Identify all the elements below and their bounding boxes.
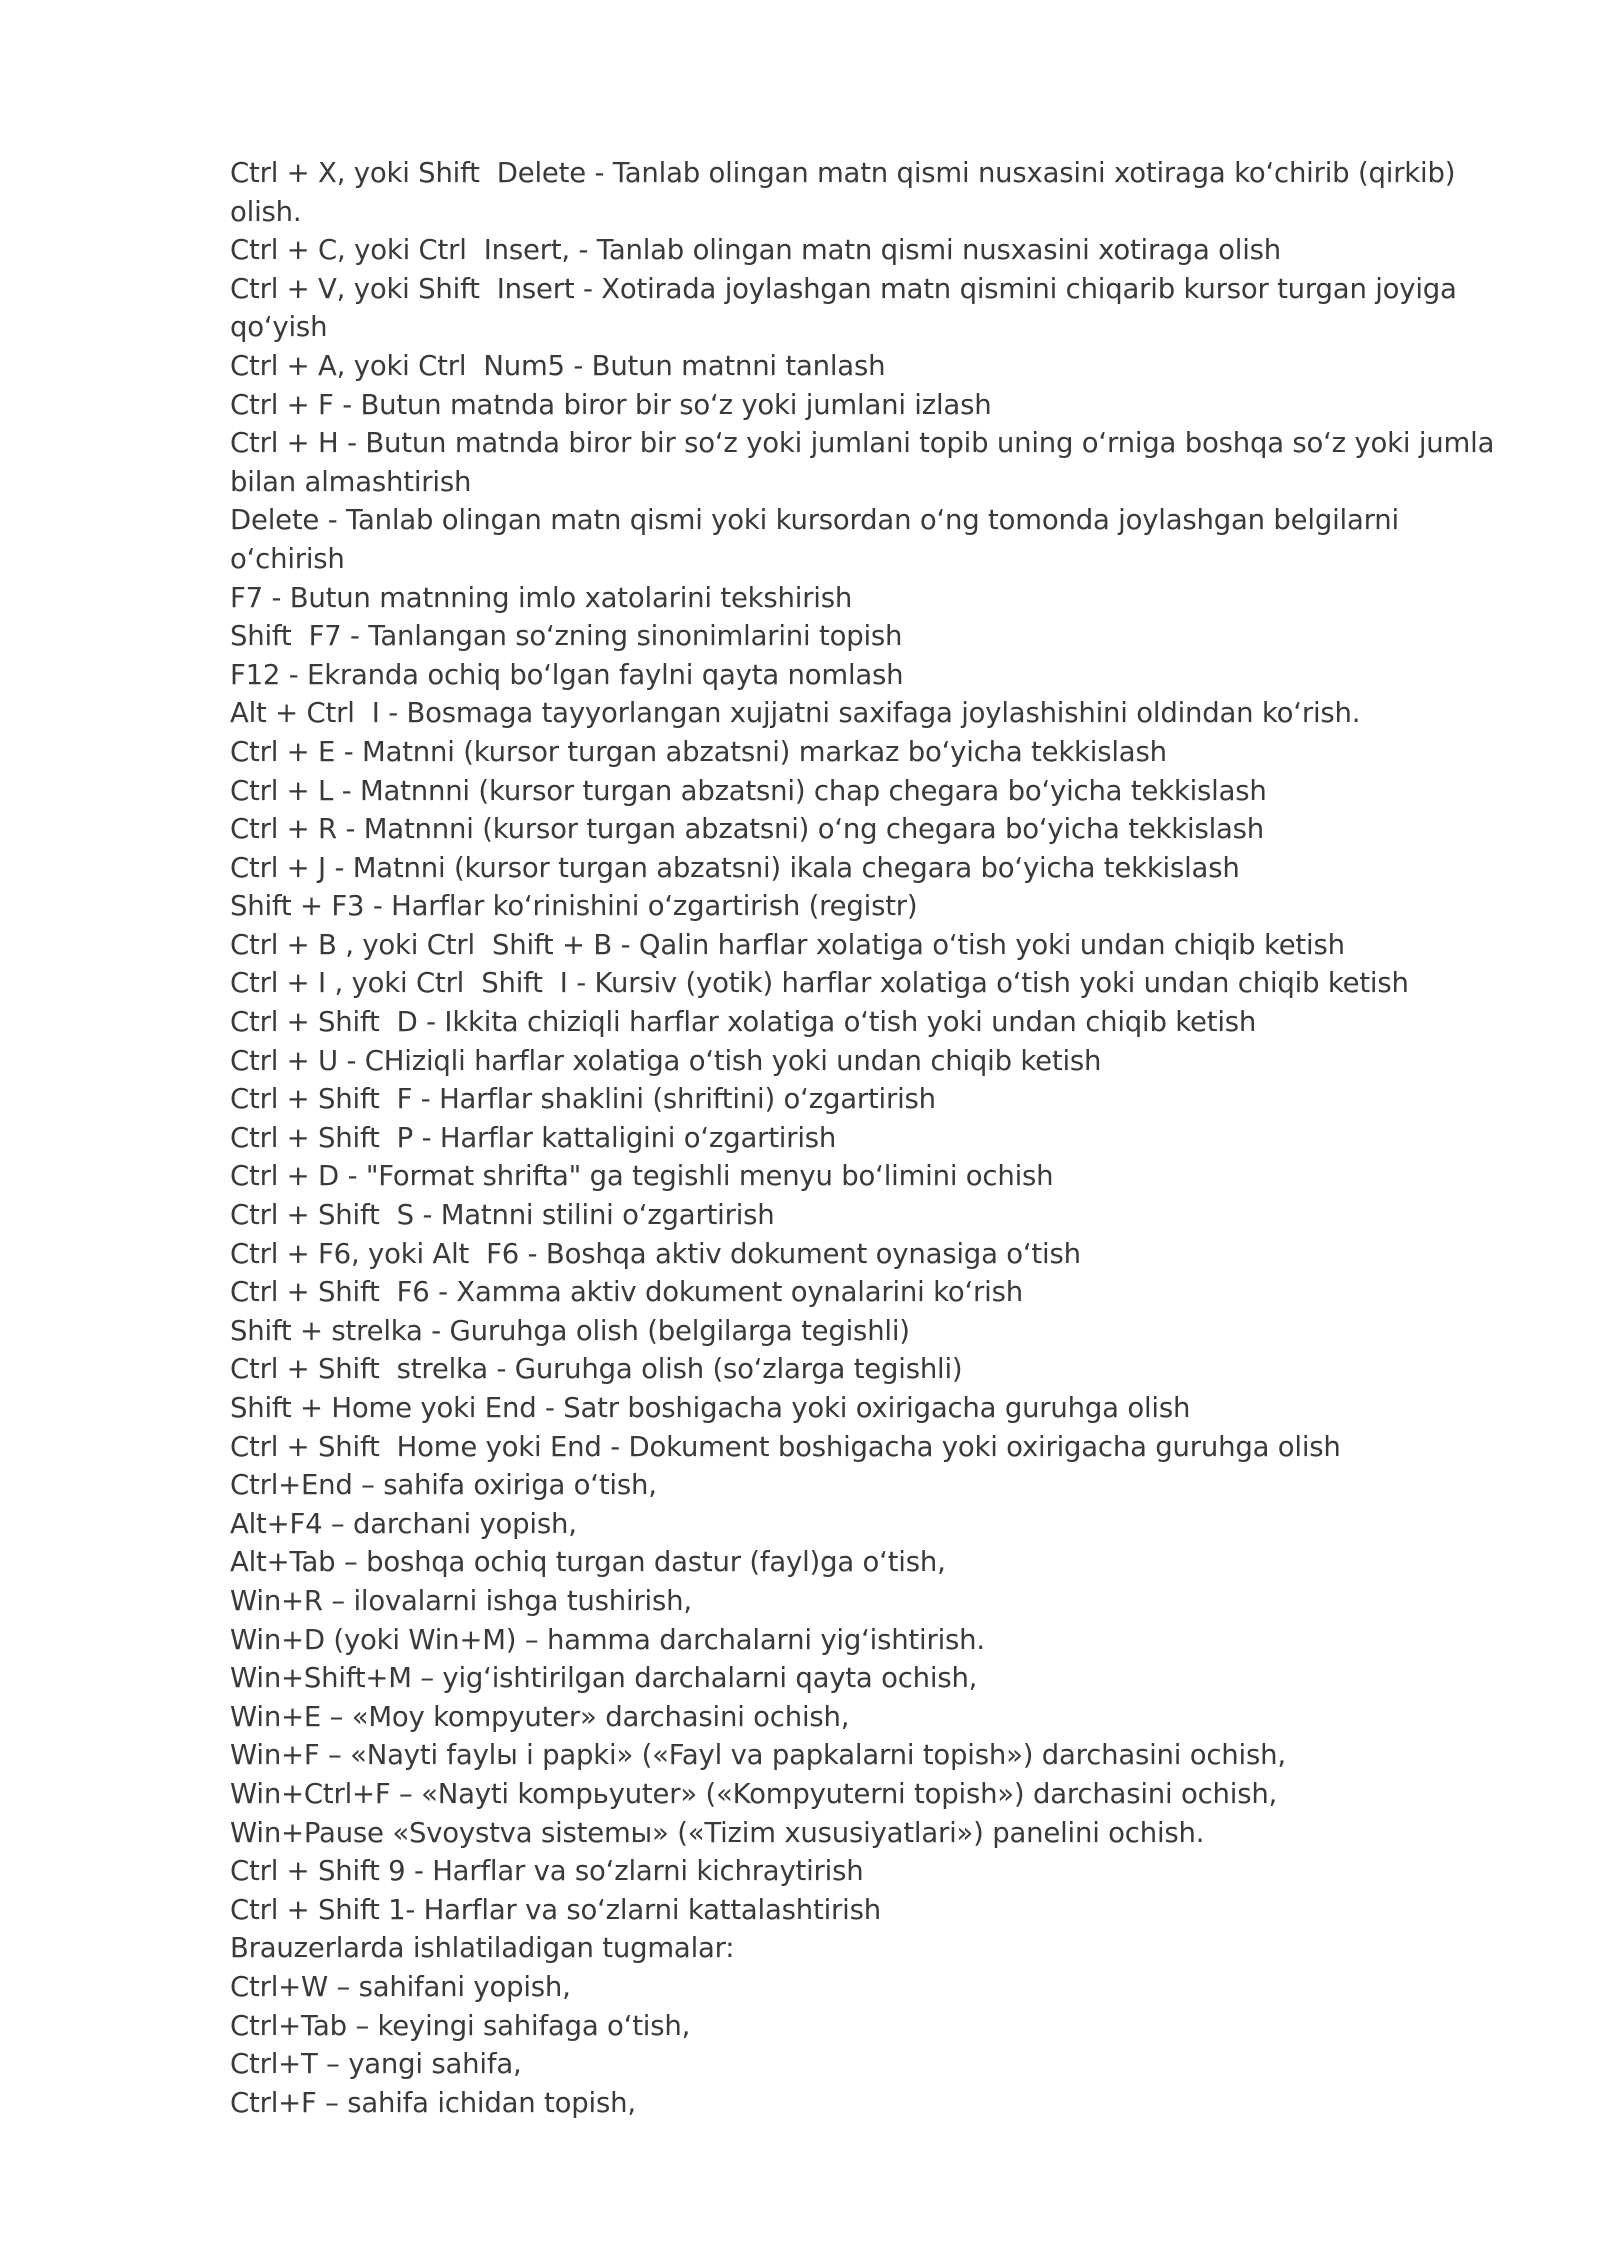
text-line: Win+F – «Nayti faylы i papki» («Fayl va papkalarni topish») darchasini ochish, xyxy=(230,1739,1286,1772)
shortcut-list xyxy=(230,154,1520,2122)
text-line: Ctrl + Shift 1- Harflar va so‘zlarni kattalashtirish xyxy=(230,1893,881,1926)
text-line: Ctrl + D - "Format shrifta" ga tegishli menyu bo‘limini ochish xyxy=(230,1160,1054,1193)
text-line: Ctrl + L - Matnnni (kursor turgan abzatsni) chap chegara bo‘yicha tekkislash xyxy=(230,774,1267,807)
text-line: Win+D (yoki Win+M) – hamma darchalarni yig‘ishtirish. xyxy=(230,1623,985,1656)
text-line: Ctrl + Shift F - Harflar shaklini (shriftini) o‘zgartirish xyxy=(230,1083,936,1116)
text-line: Brauzerlarda ishlatiladigan tugmalar: xyxy=(230,1932,735,1965)
text-line: Ctrl + E - Matnni (kursor turgan abzatsni) markaz bo‘yicha tekkislash xyxy=(230,735,1167,768)
text-line: Delete - Tanlab olingan matn qismi yoki kursordan o‘ng tomonda joylashgan belgilarni o‘chirish xyxy=(230,504,1408,575)
text-line: Ctrl+End – sahifa oxiriga o‘tish, xyxy=(230,1469,657,1502)
text-line: Ctrl + Shift D - Ikkita chiziqli harflar xolatiga o‘tish yoki undan chiqib ketish xyxy=(230,1006,1257,1039)
text-line: Ctrl + I , yoki Ctrl Shift I - Kursiv (yotik) harflar xolatiga o‘tish yoki undan chiqib ketish xyxy=(230,967,1409,1000)
text-line: Ctrl + U - CHiziqli harflar xolatiga o‘tish yoki undan chiqib ketish xyxy=(230,1044,1102,1077)
text-line: Ctrl + A, yoki Ctrl Num5 - Butun matnni tanlash xyxy=(230,349,886,382)
text-line: Alt + Ctrl I - Bosmaga tayyorlangan xujjatni saxifaga joylashishini oldindan ko‘rish. xyxy=(230,697,1361,730)
text-line: Ctrl + Shift Home yoki End - Dokument boshigacha yoki oxirigacha guruhga olish xyxy=(230,1430,1341,1463)
text-line: Ctrl+Tab – keyingi sahifaga o‘tish, xyxy=(230,2009,691,2042)
text-line: Win+E – «Moy kompyuter» darchasini ochish, xyxy=(230,1700,850,1733)
text-line: Ctrl + J - Matnni (kursor turgan abzatsni) ikala chegara bo‘yicha tekkislash xyxy=(230,851,1240,884)
text-line: Ctrl + Shift F6 - Xamma aktiv dokument oynalarini ko‘rish xyxy=(230,1276,1023,1309)
text-line: Ctrl+W – sahifani yopish, xyxy=(230,1970,571,2003)
text-line: F12 - Ekranda ochiq bo‘lgan faylni qayta nomlash xyxy=(230,658,904,691)
text-line: Alt+Tab – boshqa ochiq turgan dastur (fayl)ga o‘tish, xyxy=(230,1546,946,1579)
text-line: Win+Pause «Svoystva sistemы» («Tizim xususiyatlari») panelini ochish. xyxy=(230,1816,1205,1849)
text-line: Shift + Home yoki End - Satr boshigacha yoki oxirigacha guruhga olish xyxy=(230,1392,1191,1424)
text-line: Ctrl + F6, yoki Alt F6 - Boshqa aktiv dokument oynasiga o‘tish xyxy=(230,1237,1081,1270)
text-line: F7 - Butun matnning imlo xatolarini tekshirish xyxy=(230,581,853,614)
text-line: Ctrl + Shift 9 - Harflar va so‘zlarni kichraytirish xyxy=(230,1855,864,1888)
text-line: Ctrl + R - Matnnni (kursor turgan abzatsni) o‘ng chegara bo‘yicha tekkislash xyxy=(230,813,1265,846)
text-line: Ctrl + Shift strelka - Guruhga olish (so‘zlarga tegishli) xyxy=(230,1353,963,1386)
text-line: Win+Ctrl+F – «Nayti kompьyuter» («Kompyuterni topish») darchasini ochish, xyxy=(230,1777,1278,1810)
text-line: Ctrl + H - Butun matnda biror bir so‘z yoki jumlani topib uning o‘rniga boshqa so‘z yoki jumla bilan almashtirish xyxy=(230,427,1503,498)
text-line: Ctrl+T – yangi sahifa, xyxy=(230,2048,522,2081)
text-line: Win+Shift+M – yig‘ishtirilgan darchalarni qayta ochish, xyxy=(230,1662,978,1695)
text-line: Alt+F4 – darchani yopish, xyxy=(230,1507,577,1540)
text-line: Ctrl + Shift S - Matnni stilini o‘zgartirish xyxy=(230,1199,775,1232)
text-line: Ctrl + V, yoki Shift Insert - Xotirada joylashgan matn qismini chiqarib kursor turgan joyiga qo‘yish xyxy=(230,272,1466,344)
text-line: Shift + F3 - Harflar ko‘rinishini o‘zgartirish (registr) xyxy=(230,890,918,923)
text-line: Win+R – ilovalarni ishga tushirish, xyxy=(230,1584,692,1617)
text-line: Shift F7 - Tanlangan so‘zning sinonimlarini topish xyxy=(230,620,903,653)
text-line: Shift + strelka - Guruhga olish (belgilarga tegishli) xyxy=(230,1314,910,1347)
text-line: Ctrl + C, yoki Ctrl Insert, - Tanlab olingan matn qismi nusxasini xotiraga olish xyxy=(230,234,1282,267)
text-line: Ctrl+F – sahifa ichidan topish, xyxy=(230,2086,636,2119)
text-line: Ctrl + B , yoki Ctrl Shift + B - Qalin harflar xolatiga o‘tish yoki undan chiqib ketish xyxy=(230,928,1345,961)
text-line: Ctrl + X, yoki Shift Delete - Tanlab olingan matn qismi nusxasini xotiraga ko‘chirib (qirkib) olish. xyxy=(230,157,1464,228)
text-line: Ctrl + F - Butun matnda biror bir so‘z yoki jumlani izlash xyxy=(230,388,992,421)
text-line: Ctrl + Shift P - Harflar kattaligini o‘zgartirish xyxy=(230,1121,837,1154)
